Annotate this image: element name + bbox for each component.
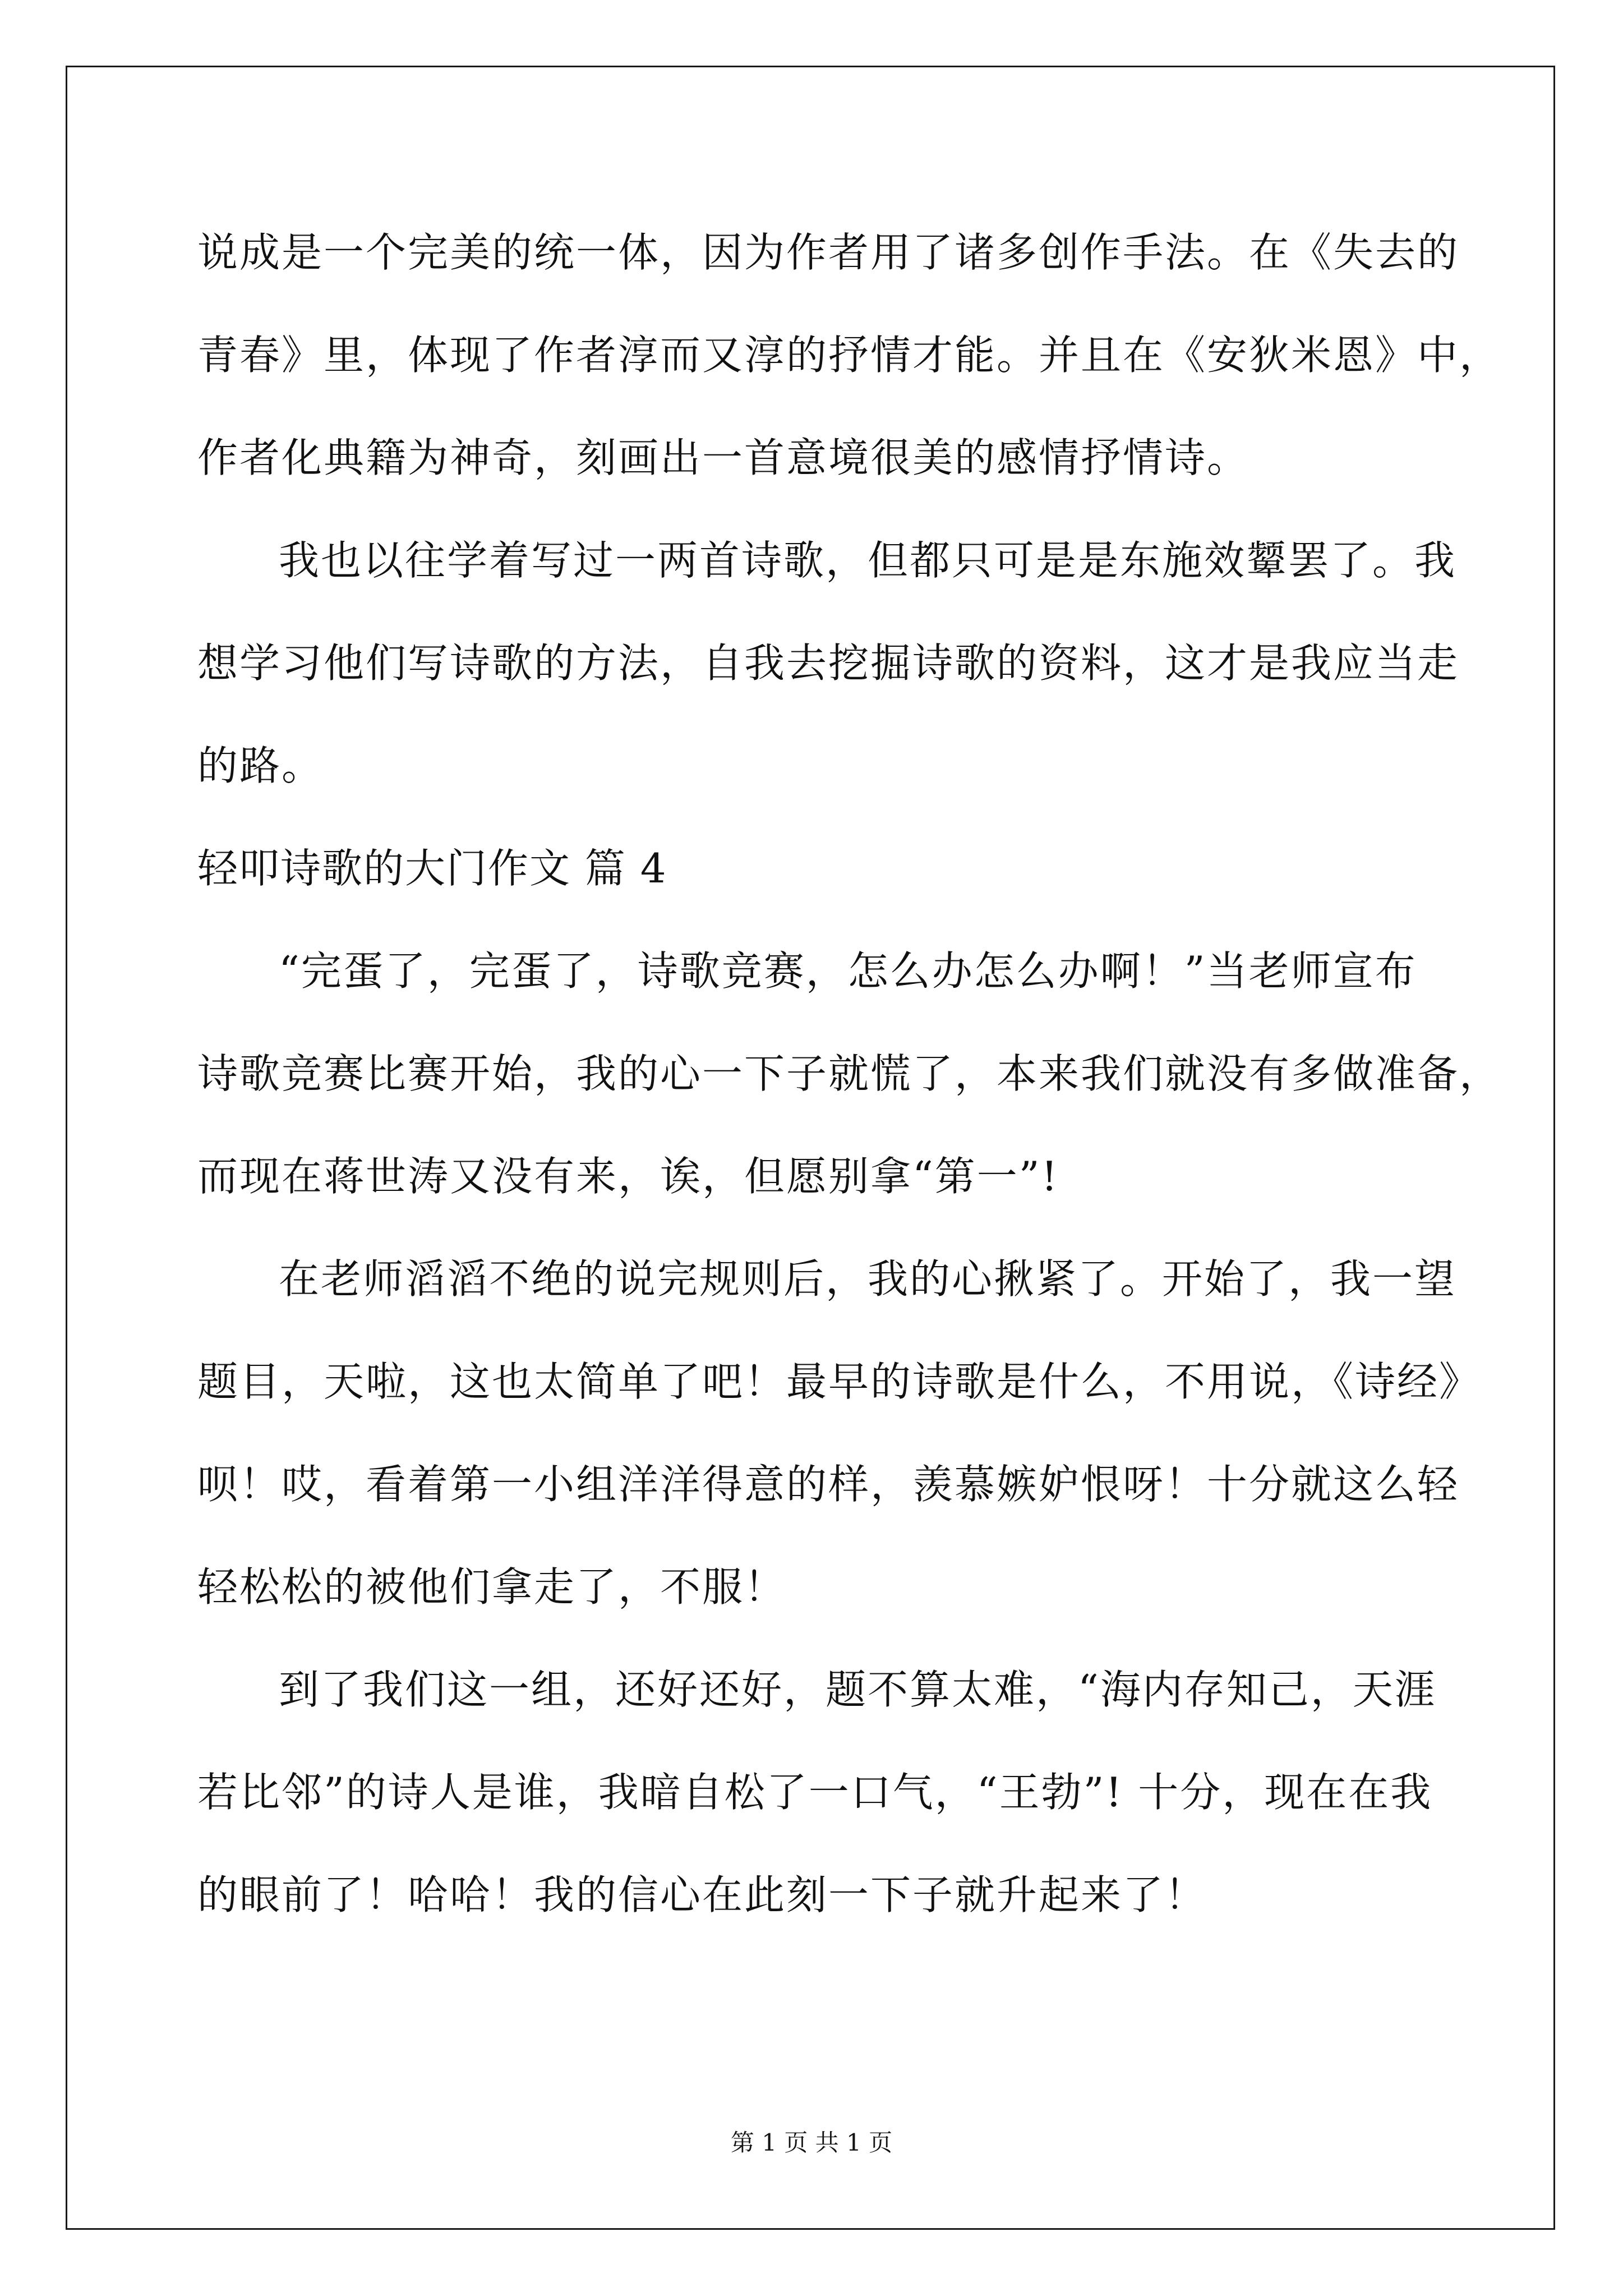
text-line: 呗！哎，看着第一小组洋洋得意的样，羡慕嫉妒恨呀！十分就这么轻: [197, 1461, 1460, 1508]
document-body: [197, 213, 1502, 1958]
text-line: 诗歌竞赛比赛开始，我的心一下子就慌了，本来我们就没有多做准备，: [197, 1050, 1502, 1097]
paragraph-start-line: 在老师滔滔不绝的说完规则后，我的心揪紧了。开始了，我一望: [279, 1255, 1457, 1303]
text-line: 想学习他们写诗歌的方法，自我去挖掘诗歌的资料，这才是我应当走: [197, 639, 1460, 687]
paragraph-start-line: 我也以往学着写过一两首诗歌，但都只可是是东施效颦罢了。我: [279, 537, 1457, 584]
page-footer: 第 1 页 共 1 页: [730, 2129, 893, 2156]
paragraph-start-line: “完蛋了，完蛋了，诗歌竞赛，怎么办怎么办啊！”当老师宣布: [279, 947, 1417, 995]
text-line: 的眼前了！哈哈！我的信心在此刻一下子就升起来了！: [197, 1871, 1207, 1918]
text-line: 而现在蒋世涛又没有来，诶，但愿别拿“第一”!: [197, 1153, 1059, 1200]
text-line: 题目，天啦，这也太简单了吧！最早的诗歌是什么，不用说，《诗经》: [197, 1358, 1482, 1405]
text-line: 的路。: [197, 742, 324, 789]
text-line: 青春》里，体现了作者淳而又淳的抒情才能。并且在《安狄米恩》中，: [197, 332, 1502, 379]
text-line: 若比邻”的诗人是谁，我暗自松了一口气，“王勃”! 十分，现在在我: [197, 1769, 1433, 1816]
text-line: 作者化典籍为神奇，刻画出一首意境很美的感情抒情诗。: [197, 434, 1249, 481]
section-heading: 轻叩诗歌的大门作文 篇 4: [197, 845, 667, 892]
text-line: 轻松松的被他们拿走了，不服！: [197, 1563, 787, 1611]
paragraph-start-line: 到了我们这一组，还好还好，题不算太难，“海内存知己，天涯: [279, 1666, 1437, 1713]
text-line: 说成是一个完美的统一体，因为作者用了诸多创作手法。在《失去的: [197, 229, 1460, 276]
